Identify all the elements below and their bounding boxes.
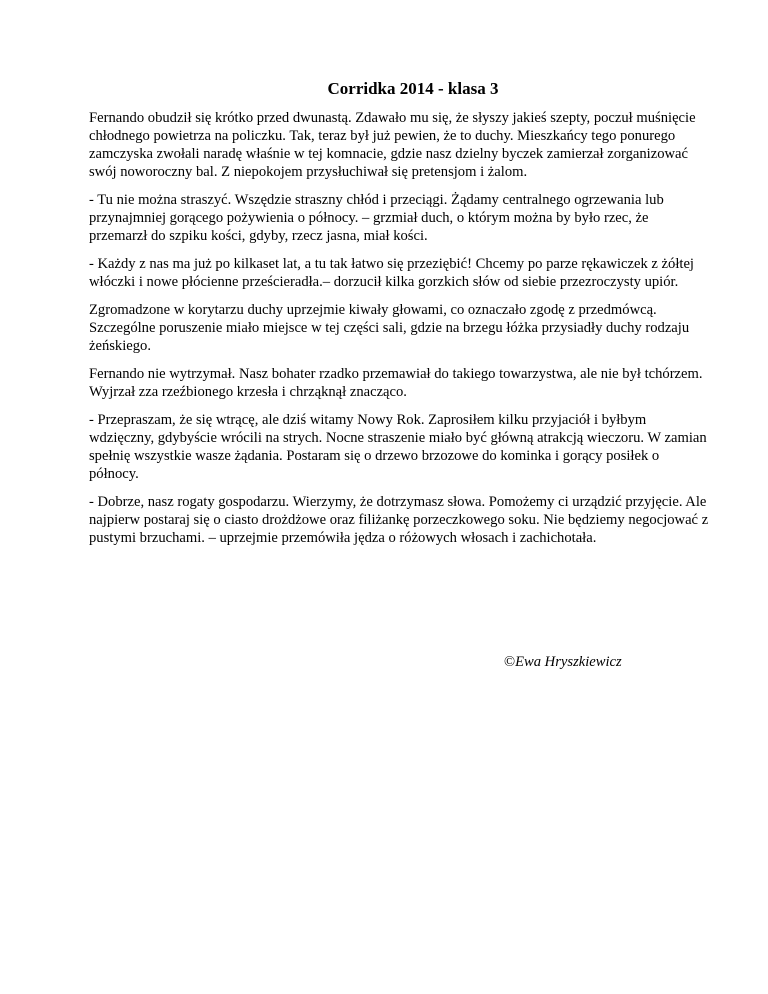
- paragraph-5: Fernando nie wytrzymał. Nasz bohater rzadko przemawiał do takiego towarzystwa, ale nie był tchórzem. Wyjrzał zza rzeźbionego krzesła i chrząknął znacząco.: [89, 366, 703, 400]
- document-page: [89, 79, 709, 557]
- paragraph-2: - Tu nie można straszyć. Wszędzie straszny chłód i przeciągi. Żądamy centralnego ogrzewania lub przynajmniej gorącego pożywienia o północy. – grzmiał duch, o którym można by było rzec, że przemarzł do szpiku kości, gdyby, rzecz jasna, miał kości.: [89, 192, 664, 244]
- paragraph-3: - Każdy z nas ma już po kilkaset lat, a tu tak łatwo się przeziębić! Chcemy po parze rękawiczek z żółtej włóczki i nowe płócienne prześcieradła.– dorzucił kilka gorzkich słów od siebie przezroczysty upiór.: [89, 256, 694, 290]
- paragraph-4: Zgromadzone w korytarzu duchy uprzejmie kiwały głowami, co oznaczało zgodę z przedmówcą. Szczególne poruszenie miało miejsce w tej części sali, gdzie na brzegu łóżka przysiadły duchy rodzaju żeńskiego.: [89, 302, 690, 354]
- paragraph-7: - Dobrze, nasz rogaty gospodarzu. Wierzymy, że dotrzymasz słowa. Pomożemy ci urządzić przyjęcie. Ale najpierw postaraj się o ciasto drożdżowe oraz filiżankę porzeczkowego soku. Nie będziemy negocjować z pustymi brzuchami. – uprzejmie przemówiła jędza o różowych włosach i zachichotała.: [89, 494, 709, 546]
- paragraph-1: Fernando obudził się krótko przed dwunastą. Zdawało mu się, że słyszy jakieś szepty, poczuł muśnięcie chłodnego powietrza na policzku. Tak, teraz był już pewien, że to duchy. Mieszkańcy tego ponurego zamczyska zwołali naradę właśnie w tej komnacie, gdzie nasz dzielny byczek zamierzał zorganizować swój noworoczny bal. Z niepokojem przysłuchiwał się pretensjom i żalom.: [89, 110, 696, 180]
- author-signature: [504, 653, 622, 671]
- copyright-icon: ©: [504, 654, 516, 670]
- paragraph-6: - Przepraszam, że się wtrącę, ale dziś witamy Nowy Rok. Zaprosiłem kilku przyjaciół i byłbym wdzięczny, gdybyście wrócili na strych. Nocne straszenie miało być główną atrakcją wieczoru. W zamian spełnię wszystkie wasze żądania. Postaram się o drzewo brzozowe do kominka i gorący posiłek o północy.: [89, 412, 707, 482]
- author-name: Ewa Hryszkiewicz: [515, 654, 622, 670]
- document-title: Corridka 2014 - klasa 3: [327, 79, 499, 98]
